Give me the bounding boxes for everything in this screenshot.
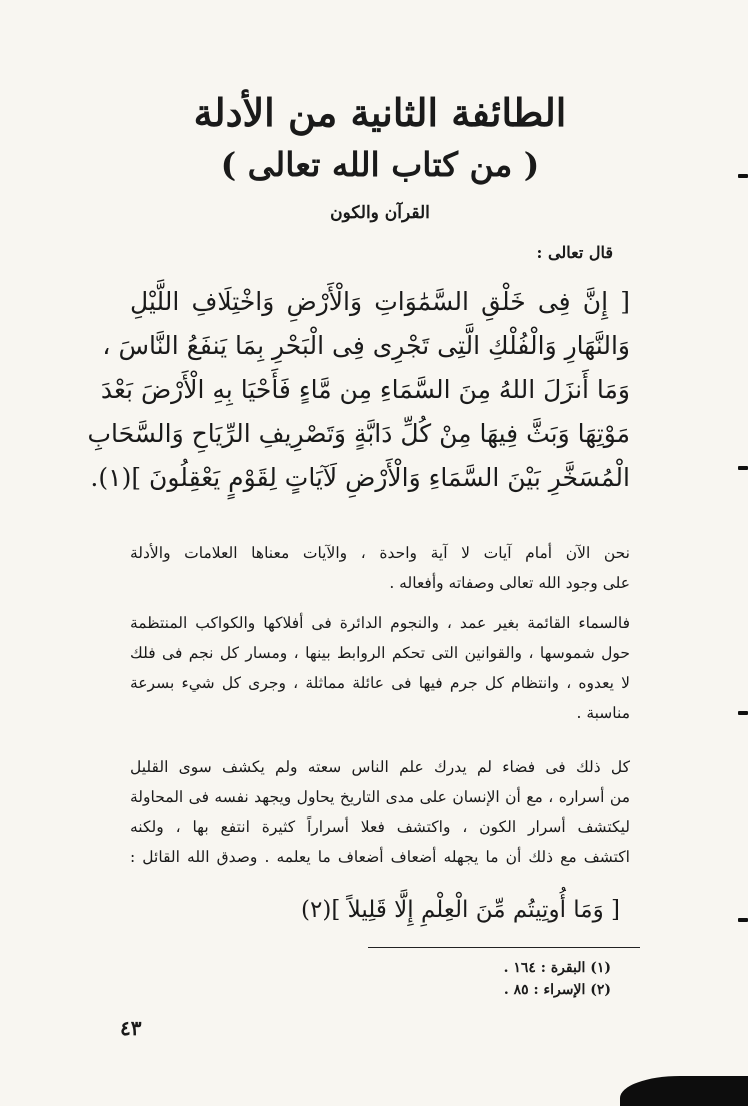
verse-line: وَمَا أَنزَلَ اللهُ مِنَ السَّمَاءِ مِن مَّاءٍ فَأَحْيَا بِهِ الْأَرْضَ بَعْدَ: [100, 375, 630, 404]
page-number: ٤٣: [120, 1016, 142, 1040]
paragraph-3: [130, 752, 630, 872]
paragraph-line: اكتشف مع ذلك أن ما يجهله أضعاف أضعاف ما يعلمه . وصدق الله القائل :: [130, 848, 630, 866]
page-title: الطائفة الثانية من الأدلة: [193, 90, 567, 135]
footnote-divider: [368, 947, 640, 948]
scan-edge-mark: [738, 918, 748, 922]
quran-verse-short: [ وَمَا أُوتِيتُم مِّنَ الْعِلْمِ إِلَّا قَلِيلاً ](٢): [301, 897, 620, 923]
paragraph-line: لا يعدوه ، وانتظام كل جرم فيها فى عائلة مماثلة ، وجرى كل شيء بسرعة: [130, 674, 630, 692]
verse-line: [ إِنَّ فِى خَلْقِ السَّمَٰوَاتِ وَالْأَرْضِ وَاخْتِلَافِ اللَّيْلِ: [130, 287, 630, 316]
quran-verse-block: [87, 280, 630, 500]
paragraph-2: [130, 608, 630, 728]
paragraph-1: [130, 538, 630, 598]
section-subtitle: القرآن والكون: [330, 203, 430, 223]
paragraph-line: كل ذلك فى فضاء لم يدرك علم الناس سعته ولم يكشف سوى القليل: [130, 758, 630, 776]
paragraph-line: من أسراره ، مع أن الإنسان على مدى التاريخ يحاول ويجهد نفسه فى المحاولة: [130, 788, 630, 806]
scan-edge-mark: [738, 466, 748, 470]
verse-line: مَوْتِهَا وَبَثَّ فِيهَا مِنْ كُلِّ دَابَّةٍ وَتَصْرِيفِ الرِّيَاحِ وَالسَّحَابِ: [87, 419, 630, 448]
paragraph-line: حول شموسها ، والقوانين التى تحكم الروابط بينها ، ومسار كل نجم فى فلك: [130, 644, 630, 662]
scan-shadow: [620, 1076, 748, 1106]
verse-line: الْمُسَخَّرِ بَيْنَ السَّمَاءِ وَالْأَرْضِ لَآيَاتٍ لِقَوْمٍ يَعْقِلُونَ ](١).: [90, 463, 630, 492]
paragraph-line: ليكتشف أسرار الكون ، واكتشف فعلا أسراراً كثيرة انتفع بها ، ولكنه: [130, 818, 630, 836]
paragraph-line: نحن الآن أمام آيات لا آية واحدة ، والآيات معناها العلامات والأدلة: [130, 544, 630, 562]
verse-line: وَالنَّهَارِ وَالْفُلْكِ الَّتِى تَجْرِى فِى الْبَحْرِ بِمَا يَنفَعُ النَّاسَ ،: [102, 331, 630, 360]
footnote: (٢) الإسراء : ٨٥ .: [503, 982, 611, 998]
paragraph-line: على وجود الله تعالى وصفاته وأفعاله .: [389, 574, 630, 592]
footnote: (١) البقرة : ١٦٤ .: [503, 960, 611, 976]
scan-edge-mark: [738, 174, 748, 178]
page-title-line2: ( من كتاب الله تعالى ): [220, 145, 540, 184]
scan-edge-mark: [738, 711, 748, 715]
intro-text: قال تعالى :: [536, 243, 613, 262]
paragraph-line: فالسماء القائمة بغير عمد ، والنجوم الدائرة فى أفلاكها والكواكب المنتظمة: [130, 614, 630, 632]
paragraph-line: مناسبة .: [576, 704, 630, 722]
